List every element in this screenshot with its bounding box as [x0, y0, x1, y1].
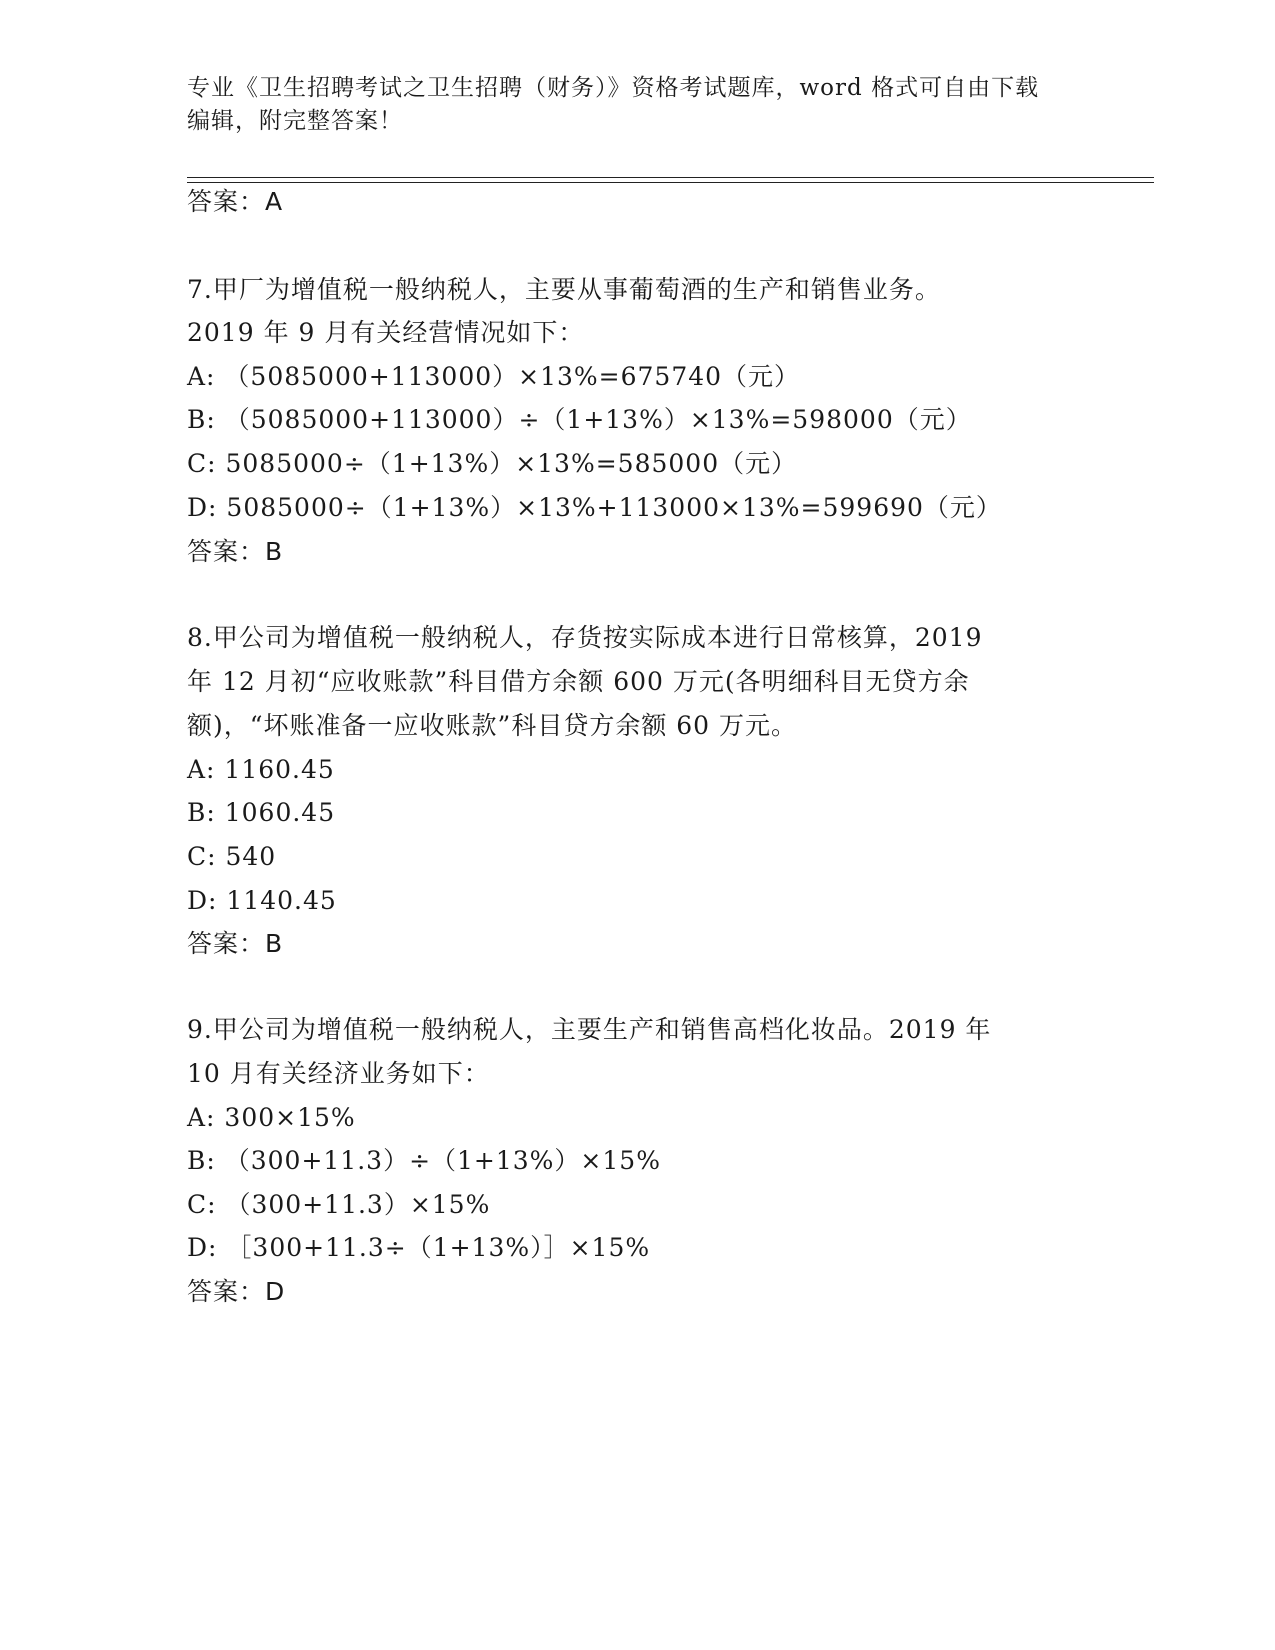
option-d: D: 5085000÷（1+13%）×13%+113000×13%=599690（元）: [187, 493, 1002, 522]
answer: 答案：B: [187, 537, 284, 566]
option-a: A: 300×15%: [187, 1103, 356, 1132]
question-stem-line: 9.甲公司为增值税一般纳税人，主要生产和销售高档化妆品。2019 年: [187, 1015, 992, 1044]
question-stem-line: 额)，“坏账准备一应收账款”科目贷方余额 60 万元。: [187, 711, 798, 740]
option-a: A: 1160.45: [187, 755, 335, 784]
option-b: B: （5085000+113000）÷（1+13%）×13%=598000（元）: [187, 405, 972, 434]
question-stem-line: 2019 年 9 月有关经营情况如下：: [187, 318, 585, 347]
question-stem-line: 7.甲厂为增值税一般纳税人，主要从事葡萄酒的生产和销售业务。: [187, 275, 941, 304]
option-d: D: 1140.45: [187, 886, 337, 915]
header-divider-top: [187, 177, 1154, 178]
header-line-1: 专业《卫生招聘考试之卫生招聘（财务）》资格考试题库，word 格式可自由下载: [187, 75, 1040, 101]
header-line-2: 编辑，附完整答案！: [187, 108, 403, 134]
header-divider-bottom: [187, 182, 1154, 183]
previous-answer: 答案：A: [187, 187, 284, 216]
document-header: [187, 72, 1067, 138]
question-stem-line: 10 月有关经济业务如下：: [187, 1059, 490, 1088]
option-b: B: （300+11.3）÷（1+13%）×15%: [187, 1146, 661, 1175]
answer: 答案：B: [187, 929, 284, 958]
option-c: C: 540: [187, 842, 277, 871]
option-b: B: 1060.45: [187, 798, 336, 827]
question-stem-line: 8.甲公司为增值税一般纳税人，存货按实际成本进行日常核算，2019: [187, 623, 983, 652]
option-d: D: ［300+11.3÷（1+13%）］×15%: [187, 1233, 651, 1262]
question-stem-line: 年 12 月初“应收账款”科目借方余额 600 万元(各明细科目无贷方余: [187, 667, 970, 696]
answer: 答案：D: [187, 1277, 286, 1306]
option-c: C: 5085000÷（1+13%）×13%=585000（元）: [187, 449, 798, 478]
option-a: A: （5085000+113000）×13%=675740（元）: [187, 362, 801, 391]
option-c: C: （300+11.3）×15%: [187, 1190, 491, 1219]
